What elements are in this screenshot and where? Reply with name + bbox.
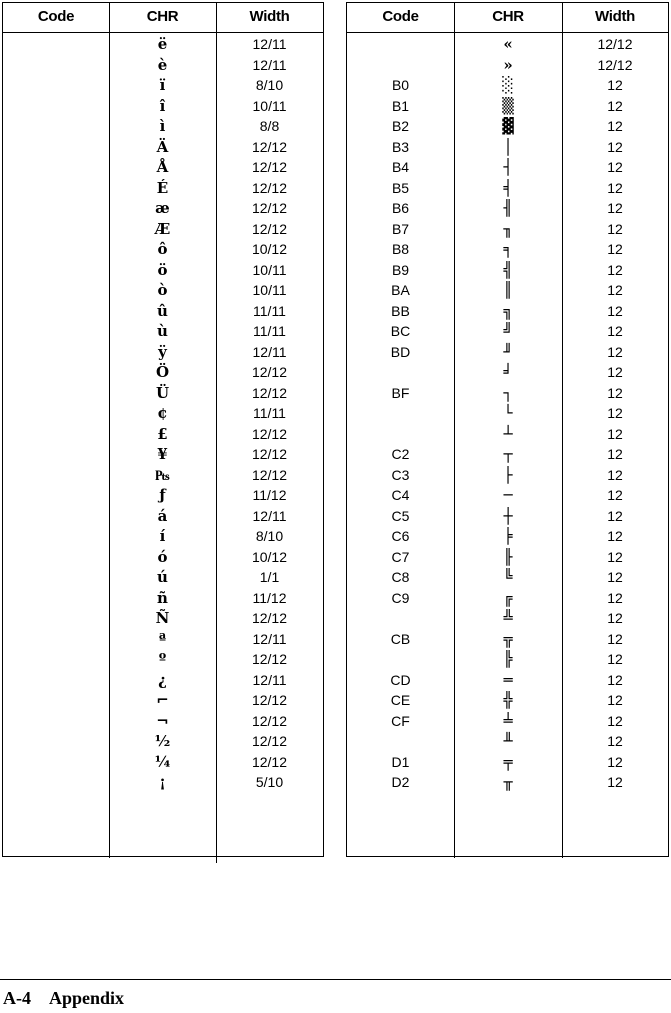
- cell-width: 12/12: [251, 610, 288, 626]
- cell-width: 12: [607, 610, 623, 626]
- cell-width: 12: [607, 282, 623, 298]
- cell-width: 12: [607, 466, 623, 483]
- cell-width: 8/8: [259, 118, 280, 134]
- table-row: [347, 731, 668, 752]
- cell-code: C5: [391, 507, 410, 524]
- cell-width: 11/11: [253, 302, 286, 319]
- cell-chr: ▓: [502, 117, 514, 135]
- left-character-table: [2, 2, 324, 857]
- table-row: [3, 752, 323, 773]
- cell-code: C7: [391, 548, 410, 565]
- cell-width: 12/12: [251, 138, 288, 155]
- cell-width: 12/12: [251, 425, 288, 442]
- cell-width: 12/12: [251, 384, 288, 401]
- cell-chr: ╡: [503, 178, 513, 197]
- table-row: [347, 752, 668, 773]
- cell-width: 12/12: [251, 733, 288, 749]
- cell-width: 12: [607, 179, 623, 196]
- cell-code: C6: [391, 528, 410, 544]
- cell-chr: ▒: [502, 96, 514, 115]
- cell-chr: Ä: [156, 137, 169, 156]
- table-row: [347, 567, 668, 588]
- page-footer: [3, 988, 124, 1009]
- table-row: [347, 424, 668, 445]
- cell-chr: ┼: [503, 506, 513, 525]
- table-row: [347, 485, 668, 506]
- cell-width: 12/12: [251, 200, 288, 216]
- table-row: [347, 608, 668, 629]
- cell-width: 12/12: [251, 364, 288, 380]
- cell-chr: ┐: [503, 383, 513, 402]
- cell-code: D1: [391, 753, 410, 770]
- table-row: [3, 301, 323, 322]
- cell-chr: ƒ: [159, 486, 166, 504]
- page-number: A-4: [3, 988, 31, 1008]
- cell-chr: Ñ: [155, 609, 170, 627]
- table-row: [347, 465, 668, 486]
- table-row: [347, 116, 668, 137]
- cell-chr: Å: [156, 158, 169, 176]
- cell-width: 12/11: [252, 36, 287, 52]
- cell-chr: ╜: [503, 342, 513, 361]
- table-row: [3, 219, 323, 240]
- table-row: [3, 116, 323, 137]
- cell-chr: ╟: [503, 547, 513, 566]
- table-row: [3, 506, 323, 527]
- cell-code: B2: [391, 118, 410, 134]
- cell-chr: │: [503, 137, 513, 156]
- table-row: [3, 178, 323, 199]
- table-row: [347, 301, 668, 322]
- cell-width: 12: [607, 548, 623, 565]
- cell-width: 12: [607, 323, 623, 339]
- cell-width: 11/11: [253, 405, 286, 421]
- cell-chr: ╦: [503, 629, 513, 648]
- table-row: [347, 670, 668, 691]
- table-row: [347, 588, 668, 609]
- cell-code: C2: [391, 446, 410, 462]
- cell-width: 11/12: [252, 589, 287, 606]
- table-row: [3, 75, 323, 96]
- cell-width: 12: [607, 118, 623, 134]
- cell-width: 12: [607, 364, 623, 380]
- cell-chr: ┴: [503, 424, 513, 443]
- cell-chr: ÿ: [158, 342, 167, 361]
- table-row: [347, 280, 668, 301]
- table-row: [347, 198, 668, 219]
- cell-width: 12: [607, 712, 623, 729]
- cell-chr: ╢: [503, 199, 513, 217]
- cell-width: 12/12: [251, 753, 288, 770]
- table-row: [3, 608, 323, 629]
- table-row: [347, 629, 668, 650]
- cell-chr: ù: [157, 322, 168, 340]
- cell-code: B0: [391, 77, 410, 93]
- cell-width: 12: [607, 774, 623, 790]
- cell-width: 12/11: [252, 56, 287, 73]
- cell-chr: á: [157, 506, 168, 525]
- cell-width: 12/11: [252, 671, 287, 688]
- table-row: [3, 157, 323, 178]
- table-row: [347, 178, 668, 199]
- cell-chr: í: [159, 527, 166, 545]
- cell-width: 10/11: [252, 97, 287, 114]
- cell-code: B7: [391, 220, 410, 237]
- table-row: [347, 75, 668, 96]
- cell-chr: ├: [503, 465, 513, 484]
- cell-width: 12: [607, 302, 623, 319]
- cell-width: 12: [607, 692, 623, 708]
- cell-code: BC: [390, 323, 411, 339]
- cell-code: B5: [391, 179, 410, 196]
- cell-width: 11/11: [253, 323, 286, 339]
- table-row: [3, 280, 323, 301]
- footer-rule: [0, 979, 671, 980]
- cell-chr: è: [157, 55, 168, 74]
- table-row: [347, 321, 668, 342]
- cell-chr: ¥: [157, 445, 168, 463]
- table-row: [347, 219, 668, 240]
- table-row: [347, 711, 668, 732]
- cell-chr: ╖: [503, 219, 513, 238]
- cell-width: 12/12: [251, 712, 288, 729]
- table-row: [347, 96, 668, 117]
- cell-chr: ó: [157, 547, 168, 566]
- cell-width: 12: [607, 528, 623, 544]
- cell-width: 5/10: [255, 774, 284, 790]
- table-row: [3, 362, 323, 383]
- header-rule: [3, 32, 323, 33]
- table-row: [3, 198, 323, 219]
- cell-width: 12/12: [251, 179, 288, 196]
- cell-width: 12: [607, 261, 623, 278]
- table-row: [3, 137, 323, 158]
- cell-chr: ─: [503, 486, 513, 504]
- cell-width: 12/11: [252, 343, 287, 360]
- cell-code: C8: [391, 569, 410, 585]
- cell-width: 12/12: [251, 466, 288, 483]
- table-row: [3, 383, 323, 404]
- cell-code: B1: [391, 97, 410, 114]
- header-chr: CHR: [492, 8, 524, 25]
- cell-width: 12: [607, 220, 623, 237]
- cell-width: 12: [607, 425, 623, 442]
- table-row: [3, 239, 323, 260]
- cell-chr: ì: [159, 117, 166, 135]
- header-width: Width: [249, 8, 290, 25]
- cell-code: B9: [391, 261, 410, 278]
- header-code: Code: [37, 8, 75, 25]
- cell-code: CB: [390, 630, 411, 647]
- cell-chr: æ: [155, 199, 170, 217]
- cell-width: 12/12: [251, 446, 288, 462]
- table-row: [347, 137, 668, 158]
- cell-width: 12: [607, 753, 623, 770]
- cell-chr: ╔: [503, 588, 513, 607]
- table-row: [347, 649, 668, 670]
- table-row: [347, 526, 668, 547]
- table-row: [3, 260, 323, 281]
- table-row: [3, 444, 323, 465]
- table-row: [347, 34, 668, 55]
- cell-chr: ╤: [503, 752, 513, 771]
- cell-chr: ╞: [503, 527, 513, 545]
- cell-width: 12/12: [597, 56, 633, 73]
- cell-width: 12: [607, 405, 623, 421]
- cell-code: B3: [391, 138, 410, 155]
- cell-chr: ñ: [157, 588, 168, 607]
- cell-width: 12: [607, 138, 623, 155]
- cell-code: BF: [391, 384, 410, 401]
- cell-chr: ╥: [503, 773, 513, 791]
- cell-chr: É: [156, 178, 169, 197]
- cell-chr: ₧: [155, 465, 170, 484]
- table-row: [3, 731, 323, 752]
- cell-width: 12/11: [252, 630, 287, 647]
- cell-chr: ╕: [503, 240, 513, 258]
- cell-chr: £: [157, 424, 168, 443]
- table-row: [3, 588, 323, 609]
- cell-code: CD: [390, 671, 411, 688]
- cell-chr: ¡: [159, 773, 166, 791]
- table-row: [347, 55, 668, 76]
- cell-code: CF: [391, 712, 410, 729]
- cell-chr: ¬: [156, 711, 169, 730]
- cell-chr: »: [503, 55, 513, 74]
- cell-code: C9: [391, 589, 410, 606]
- cell-width: 12/12: [251, 159, 288, 175]
- table-row: [3, 649, 323, 670]
- table-row: [347, 239, 668, 260]
- cell-width: 12: [607, 97, 623, 114]
- cell-chr: ╨: [503, 732, 513, 750]
- cell-width: 12: [607, 671, 623, 688]
- table-row: [3, 34, 323, 55]
- table-row: [3, 772, 323, 793]
- table-row: [3, 526, 323, 547]
- table-row: [3, 403, 323, 424]
- cell-width: 12: [607, 384, 623, 401]
- cell-code: BD: [390, 343, 411, 360]
- cell-chr: ╣: [503, 260, 513, 279]
- table-row: [3, 96, 323, 117]
- cell-chr: ╛: [503, 363, 513, 381]
- cell-chr: ⌐: [156, 691, 169, 709]
- cell-width: 12/11: [252, 507, 287, 524]
- cell-chr: ░: [502, 76, 514, 94]
- table-row: [347, 342, 668, 363]
- cell-width: 12: [607, 241, 623, 257]
- cell-chr: ¢: [157, 404, 168, 422]
- table-row: [347, 444, 668, 465]
- cell-width: 12/12: [251, 651, 288, 667]
- cell-chr: ô: [157, 240, 168, 258]
- table-row: [347, 690, 668, 711]
- table-row: [3, 321, 323, 342]
- table-row: [3, 55, 323, 76]
- cell-chr: º: [158, 650, 167, 668]
- table-row: [3, 465, 323, 486]
- cell-code: C4: [391, 487, 410, 503]
- cell-width: 11/12: [252, 487, 287, 503]
- table-row: [347, 403, 668, 424]
- table-row: [3, 567, 323, 588]
- cell-chr: ö: [157, 260, 168, 279]
- cell-code: B4: [391, 159, 410, 175]
- table-row: [3, 711, 323, 732]
- cell-code: B6: [391, 200, 410, 216]
- table-row: [3, 670, 323, 691]
- cell-chr: «: [503, 35, 513, 53]
- cell-width: 12: [607, 446, 623, 462]
- table-row: [347, 547, 668, 568]
- cell-code: D2: [391, 774, 410, 790]
- header-rule: [347, 32, 668, 33]
- cell-width: 12: [607, 487, 623, 503]
- cell-width: 10/11: [252, 282, 287, 298]
- cell-width: 12/12: [251, 692, 288, 708]
- cell-chr: ╩: [503, 609, 513, 627]
- cell-width: 10/12: [251, 548, 288, 565]
- table-row: [347, 362, 668, 383]
- cell-chr: ï: [159, 76, 166, 94]
- cell-width: 12: [607, 200, 623, 216]
- cell-width: 12: [607, 630, 623, 647]
- header-code: Code: [382, 8, 419, 25]
- table-row: [3, 342, 323, 363]
- cell-width: 12: [607, 651, 623, 667]
- table-row: [3, 424, 323, 445]
- cell-width: 12: [607, 159, 623, 175]
- header-width: Width: [594, 8, 635, 25]
- table-row: [347, 772, 668, 793]
- cell-chr: ┤: [503, 158, 513, 176]
- table-row: [3, 690, 323, 711]
- cell-width: 12/12: [597, 36, 633, 52]
- cell-chr: ú: [157, 568, 168, 586]
- cell-width: 1/1: [259, 569, 280, 585]
- table-row: [347, 506, 668, 527]
- cell-code: BA: [391, 282, 410, 298]
- cell-width: 12: [607, 77, 623, 93]
- cell-chr: ë: [157, 35, 168, 53]
- cell-width: 12: [607, 589, 623, 606]
- table-row: [347, 157, 668, 178]
- cell-chr: ┬: [503, 445, 513, 463]
- section-title: Appendix: [49, 988, 125, 1008]
- cell-width: 10/12: [251, 241, 288, 257]
- cell-chr: ╝: [503, 322, 513, 340]
- table-row: [3, 485, 323, 506]
- cell-chr: ╧: [503, 711, 513, 730]
- cell-chr: ò: [157, 281, 168, 299]
- header-chr: CHR: [146, 8, 179, 25]
- cell-chr: └: [503, 404, 513, 422]
- right-character-table: [346, 2, 669, 857]
- cell-width: 8/10: [255, 528, 284, 544]
- cell-chr: ╠: [503, 650, 513, 668]
- table-row: [3, 547, 323, 568]
- cell-code: B8: [391, 241, 410, 257]
- cell-chr: ═: [503, 670, 513, 689]
- cell-width: 8/10: [255, 77, 284, 93]
- cell-chr: Ü: [155, 383, 170, 402]
- cell-code: CE: [390, 692, 411, 708]
- cell-chr: ╗: [503, 301, 513, 320]
- cell-width: 12: [607, 569, 623, 585]
- cell-width: 12: [607, 343, 623, 360]
- cell-code: C3: [391, 466, 410, 483]
- cell-chr: ª: [158, 629, 167, 648]
- cell-width: 12/12: [251, 220, 288, 237]
- table-row: [3, 629, 323, 650]
- cell-chr: ½: [154, 732, 171, 750]
- cell-chr: ¼: [154, 752, 171, 771]
- table-row: [347, 383, 668, 404]
- table-row: [347, 260, 668, 281]
- cell-chr: î: [159, 96, 166, 115]
- cell-code: BB: [391, 302, 410, 319]
- cell-width: 12: [607, 507, 623, 524]
- cell-width: 10/11: [252, 261, 287, 278]
- cell-width: 12: [607, 733, 623, 749]
- cell-chr: Æ: [154, 219, 171, 238]
- cell-chr: ║: [503, 281, 513, 299]
- cell-chr: ¿: [158, 670, 167, 689]
- cell-chr: ╬: [503, 691, 513, 709]
- cell-chr: ╚: [503, 568, 513, 586]
- cell-chr: û: [157, 301, 168, 320]
- cell-chr: Ö: [155, 363, 170, 381]
